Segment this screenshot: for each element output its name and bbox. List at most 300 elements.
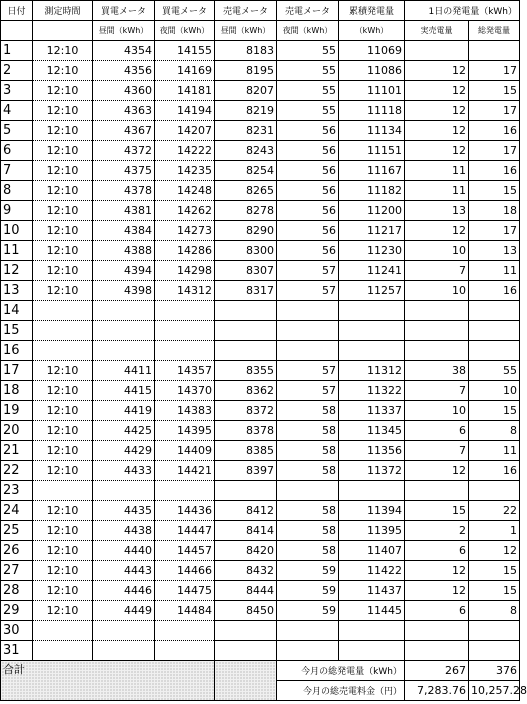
row-sell-night: 57 bbox=[277, 381, 339, 401]
row-day: 12 bbox=[1, 261, 33, 281]
row-buy-night: 14298 bbox=[155, 261, 215, 281]
row-sold: 7 bbox=[405, 441, 469, 461]
row-sell-day: 8397 bbox=[215, 461, 277, 481]
row-sold: 12 bbox=[405, 141, 469, 161]
row-sell-night: 59 bbox=[277, 561, 339, 581]
monthly-generation-sold: 267 bbox=[405, 661, 469, 681]
row-sold bbox=[405, 641, 469, 661]
row-sell-night: 59 bbox=[277, 601, 339, 621]
row-buy-day bbox=[93, 641, 155, 661]
header-sold: 実売電量 bbox=[405, 21, 469, 41]
row-sell-night bbox=[277, 341, 339, 361]
row-sell-day bbox=[215, 621, 277, 641]
row-sell-night: 55 bbox=[277, 41, 339, 61]
table-row bbox=[1, 501, 520, 521]
row-sell-day: 8290 bbox=[215, 221, 277, 241]
table-row bbox=[1, 561, 520, 581]
row-sold bbox=[405, 621, 469, 641]
table-row bbox=[1, 301, 520, 321]
row-buy-night: 14421 bbox=[155, 461, 215, 481]
table-row bbox=[1, 541, 520, 561]
row-time bbox=[33, 321, 93, 341]
row-sold: 13 bbox=[405, 201, 469, 221]
row-buy-night: 14370 bbox=[155, 381, 215, 401]
row-sell-night: 59 bbox=[277, 581, 339, 601]
row-time bbox=[33, 641, 93, 661]
row-buy-day: 4367 bbox=[93, 121, 155, 141]
row-buy-night: 14286 bbox=[155, 241, 215, 261]
row-total: 18 bbox=[469, 201, 520, 221]
row-total: 16 bbox=[469, 121, 520, 141]
row-sold bbox=[405, 301, 469, 321]
row-day: 25 bbox=[1, 521, 33, 541]
row-buy-day: 4356 bbox=[93, 61, 155, 81]
row-day: 31 bbox=[1, 641, 33, 661]
row-time: 12:10 bbox=[33, 281, 93, 301]
row-buy-night: 14383 bbox=[155, 401, 215, 421]
row-cumulative: 11069 bbox=[339, 41, 405, 61]
row-sell-night bbox=[277, 641, 339, 661]
row-time: 12:10 bbox=[33, 201, 93, 221]
row-total: 55 bbox=[469, 361, 520, 381]
row-sold bbox=[405, 481, 469, 501]
row-buy-night: 14447 bbox=[155, 521, 215, 541]
row-time: 12:10 bbox=[33, 121, 93, 141]
row-sell-day: 8355 bbox=[215, 361, 277, 381]
row-day: 6 bbox=[1, 141, 33, 161]
row-day: 23 bbox=[1, 481, 33, 501]
row-cumulative: 11437 bbox=[339, 581, 405, 601]
row-sold: 15 bbox=[405, 501, 469, 521]
table-row bbox=[1, 41, 520, 61]
row-day: 28 bbox=[1, 581, 33, 601]
row-sell-night: 56 bbox=[277, 121, 339, 141]
row-sold: 6 bbox=[405, 421, 469, 441]
row-buy-day bbox=[93, 341, 155, 361]
row-sell-night bbox=[277, 321, 339, 341]
row-buy-night: 14357 bbox=[155, 361, 215, 381]
row-total bbox=[469, 481, 520, 501]
row-sell-day bbox=[215, 341, 277, 361]
row-sold: 12 bbox=[405, 121, 469, 141]
row-time bbox=[33, 301, 93, 321]
row-cumulative: 11407 bbox=[339, 541, 405, 561]
header-cumulative: 累積発電量 bbox=[339, 1, 405, 21]
row-sell-night: 58 bbox=[277, 541, 339, 561]
row-time: 12:10 bbox=[33, 581, 93, 601]
row-buy-night: 14155 bbox=[155, 41, 215, 61]
row-buy-day: 4354 bbox=[93, 41, 155, 61]
row-sell-day: 8362 bbox=[215, 381, 277, 401]
table-row bbox=[1, 641, 520, 661]
row-sold: 12 bbox=[405, 461, 469, 481]
row-cumulative: 11312 bbox=[339, 361, 405, 381]
row-cumulative: 11118 bbox=[339, 101, 405, 121]
row-time: 12:10 bbox=[33, 221, 93, 241]
row-sold bbox=[405, 341, 469, 361]
row-total bbox=[469, 321, 520, 341]
row-total: 15 bbox=[469, 81, 520, 101]
row-sell-night: 58 bbox=[277, 521, 339, 541]
header-row-1 bbox=[1, 1, 520, 21]
row-day: 18 bbox=[1, 381, 33, 401]
row-total: 15 bbox=[469, 561, 520, 581]
row-sold: 10 bbox=[405, 401, 469, 421]
row-buy-day: 4438 bbox=[93, 521, 155, 541]
row-time: 12:10 bbox=[33, 541, 93, 561]
row-time: 12:10 bbox=[33, 141, 93, 161]
row-cumulative: 11395 bbox=[339, 521, 405, 541]
row-sold: 10 bbox=[405, 281, 469, 301]
row-buy-day: 4440 bbox=[93, 541, 155, 561]
table-row bbox=[1, 481, 520, 501]
row-sell-day: 8219 bbox=[215, 101, 277, 121]
row-buy-day: 4363 bbox=[93, 101, 155, 121]
row-buy-day: 4378 bbox=[93, 181, 155, 201]
row-day: 3 bbox=[1, 81, 33, 101]
row-sell-night: 55 bbox=[277, 101, 339, 121]
row-time: 12:10 bbox=[33, 601, 93, 621]
header-unit-buy-day: 昼間（kWh） bbox=[93, 21, 155, 41]
row-sold: 7 bbox=[405, 261, 469, 281]
row-time: 12:10 bbox=[33, 261, 93, 281]
row-day: 19 bbox=[1, 401, 33, 421]
row-sell-night: 56 bbox=[277, 141, 339, 161]
row-day: 4 bbox=[1, 101, 33, 121]
row-buy-day bbox=[93, 321, 155, 341]
row-sell-day bbox=[215, 321, 277, 341]
row-sell-day: 8420 bbox=[215, 541, 277, 561]
header-unit-cumulative: （kWh） bbox=[339, 21, 405, 41]
table-row bbox=[1, 281, 520, 301]
header-daily-generation: 1日の発電量（kWh） bbox=[405, 1, 520, 21]
row-buy-night: 14466 bbox=[155, 561, 215, 581]
row-total bbox=[469, 41, 520, 61]
row-sold bbox=[405, 41, 469, 61]
row-sell-day: 8195 bbox=[215, 61, 277, 81]
row-total: 17 bbox=[469, 61, 520, 81]
row-total: 16 bbox=[469, 461, 520, 481]
table-row bbox=[1, 201, 520, 221]
table-row bbox=[1, 401, 520, 421]
row-buy-night: 14457 bbox=[155, 541, 215, 561]
row-sell-night: 56 bbox=[277, 201, 339, 221]
row-sold: 12 bbox=[405, 561, 469, 581]
row-buy-day bbox=[93, 621, 155, 641]
table-row bbox=[1, 621, 520, 641]
row-cumulative: 11217 bbox=[339, 221, 405, 241]
row-time: 12:10 bbox=[33, 361, 93, 381]
row-buy-night bbox=[155, 641, 215, 661]
row-sell-day: 8412 bbox=[215, 501, 277, 521]
row-sold: 11 bbox=[405, 181, 469, 201]
row-day: 17 bbox=[1, 361, 33, 381]
row-time: 12:10 bbox=[33, 181, 93, 201]
row-day: 1 bbox=[1, 41, 33, 61]
table-row bbox=[1, 421, 520, 441]
row-cumulative bbox=[339, 641, 405, 661]
row-buy-day: 4398 bbox=[93, 281, 155, 301]
row-time: 12:10 bbox=[33, 561, 93, 581]
row-sell-night bbox=[277, 621, 339, 641]
row-sell-day: 8378 bbox=[215, 421, 277, 441]
row-cumulative: 11322 bbox=[339, 381, 405, 401]
row-buy-night bbox=[155, 621, 215, 641]
row-day: 9 bbox=[1, 201, 33, 221]
row-sell-day: 8432 bbox=[215, 561, 277, 581]
row-cumulative: 11230 bbox=[339, 241, 405, 261]
row-buy-day: 4388 bbox=[93, 241, 155, 261]
row-sold: 12 bbox=[405, 101, 469, 121]
row-day: 14 bbox=[1, 301, 33, 321]
row-time: 12:10 bbox=[33, 461, 93, 481]
row-total: 17 bbox=[469, 221, 520, 241]
row-time: 12:10 bbox=[33, 501, 93, 521]
row-day: 29 bbox=[1, 601, 33, 621]
row-sold: 12 bbox=[405, 581, 469, 601]
row-buy-night: 14409 bbox=[155, 441, 215, 461]
row-total: 12 bbox=[469, 541, 520, 561]
table-row bbox=[1, 321, 520, 341]
header-sell-meter-night: 売電メータ bbox=[277, 1, 339, 21]
header-total: 総発電量 bbox=[469, 21, 520, 41]
row-total: 1 bbox=[469, 521, 520, 541]
row-buy-day: 4415 bbox=[93, 381, 155, 401]
row-time: 12:10 bbox=[33, 241, 93, 261]
row-cumulative: 11101 bbox=[339, 81, 405, 101]
row-day: 22 bbox=[1, 461, 33, 481]
row-day: 13 bbox=[1, 281, 33, 301]
row-buy-night: 14169 bbox=[155, 61, 215, 81]
row-buy-day: 4435 bbox=[93, 501, 155, 521]
header-buy-meter-day: 買電メータ bbox=[93, 1, 155, 21]
row-cumulative bbox=[339, 341, 405, 361]
row-sell-day: 8300 bbox=[215, 241, 277, 261]
table-row bbox=[1, 521, 520, 541]
row-cumulative: 11345 bbox=[339, 421, 405, 441]
header-blank bbox=[1, 21, 33, 41]
row-buy-night: 14235 bbox=[155, 161, 215, 181]
header-unit-sell-night: 夜間（kWh） bbox=[277, 21, 339, 41]
row-cumulative bbox=[339, 621, 405, 641]
row-sell-night: 55 bbox=[277, 81, 339, 101]
row-sell-day: 8385 bbox=[215, 441, 277, 461]
row-cumulative: 11134 bbox=[339, 121, 405, 141]
row-buy-day: 4433 bbox=[93, 461, 155, 481]
row-sell-night: 58 bbox=[277, 401, 339, 421]
row-buy-night: 14248 bbox=[155, 181, 215, 201]
row-sell-night: 56 bbox=[277, 181, 339, 201]
row-cumulative: 11200 bbox=[339, 201, 405, 221]
row-day: 20 bbox=[1, 421, 33, 441]
table-row bbox=[1, 441, 520, 461]
row-total bbox=[469, 641, 520, 661]
row-cumulative bbox=[339, 301, 405, 321]
monthly-generation-label: 今月の総発電量（kWh） bbox=[277, 661, 405, 681]
row-buy-night: 14436 bbox=[155, 501, 215, 521]
row-cumulative: 11086 bbox=[339, 61, 405, 81]
row-sell-day: 8207 bbox=[215, 81, 277, 101]
row-cumulative: 11151 bbox=[339, 141, 405, 161]
totals-label: 合計 bbox=[1, 661, 215, 701]
row-cumulative: 11356 bbox=[339, 441, 405, 461]
row-sold: 38 bbox=[405, 361, 469, 381]
row-buy-night bbox=[155, 341, 215, 361]
row-time bbox=[33, 341, 93, 361]
row-day: 10 bbox=[1, 221, 33, 241]
row-total: 16 bbox=[469, 281, 520, 301]
table-row bbox=[1, 61, 520, 81]
row-time: 12:10 bbox=[33, 41, 93, 61]
row-total: 8 bbox=[469, 601, 520, 621]
row-cumulative: 11167 bbox=[339, 161, 405, 181]
row-sell-day: 8183 bbox=[215, 41, 277, 61]
row-sell-day bbox=[215, 481, 277, 501]
row-sell-day: 8414 bbox=[215, 521, 277, 541]
row-day: 24 bbox=[1, 501, 33, 521]
row-sell-day: 8450 bbox=[215, 601, 277, 621]
row-buy-night: 14262 bbox=[155, 201, 215, 221]
header-blank bbox=[33, 21, 93, 41]
row-sold: 10 bbox=[405, 241, 469, 261]
table-row bbox=[1, 121, 520, 141]
row-sell-day: 8307 bbox=[215, 261, 277, 281]
table-row bbox=[1, 341, 520, 361]
row-buy-day: 4372 bbox=[93, 141, 155, 161]
row-sell-night: 57 bbox=[277, 281, 339, 301]
row-day: 27 bbox=[1, 561, 33, 581]
monthly-fee-sold: 7,283.76 bbox=[405, 681, 469, 701]
row-day: 15 bbox=[1, 321, 33, 341]
row-day: 7 bbox=[1, 161, 33, 181]
row-sell-night: 58 bbox=[277, 421, 339, 441]
row-day: 21 bbox=[1, 441, 33, 461]
row-total: 8 bbox=[469, 421, 520, 441]
row-sell-day bbox=[215, 641, 277, 661]
row-buy-night: 14395 bbox=[155, 421, 215, 441]
row-day: 2 bbox=[1, 61, 33, 81]
row-buy-night: 14222 bbox=[155, 141, 215, 161]
row-sell-night: 58 bbox=[277, 441, 339, 461]
row-sell-night: 58 bbox=[277, 501, 339, 521]
row-total: 15 bbox=[469, 401, 520, 421]
header-unit-buy-night: 夜間（kWh） bbox=[155, 21, 215, 41]
row-sell-day: 8278 bbox=[215, 201, 277, 221]
row-total: 17 bbox=[469, 101, 520, 121]
row-time: 12:10 bbox=[33, 441, 93, 461]
row-sell-night: 57 bbox=[277, 261, 339, 281]
row-time: 12:10 bbox=[33, 401, 93, 421]
row-time bbox=[33, 481, 93, 501]
row-sold: 12 bbox=[405, 61, 469, 81]
monthly-generation-total: 376 bbox=[469, 661, 520, 681]
row-total: 11 bbox=[469, 261, 520, 281]
row-time: 12:10 bbox=[33, 161, 93, 181]
row-sold: 11 bbox=[405, 161, 469, 181]
row-sell-night: 58 bbox=[277, 461, 339, 481]
table-row bbox=[1, 161, 520, 181]
row-buy-day: 4419 bbox=[93, 401, 155, 421]
row-day: 11 bbox=[1, 241, 33, 261]
row-buy-day: 4446 bbox=[93, 581, 155, 601]
row-sold: 12 bbox=[405, 81, 469, 101]
row-sell-day: 8254 bbox=[215, 161, 277, 181]
row-total bbox=[469, 621, 520, 641]
row-sell-night bbox=[277, 301, 339, 321]
row-time: 12:10 bbox=[33, 381, 93, 401]
row-sell-night: 56 bbox=[277, 241, 339, 261]
table-row bbox=[1, 381, 520, 401]
header-sell-meter-day: 売電メータ bbox=[215, 1, 277, 21]
row-sell-day bbox=[215, 301, 277, 321]
row-cumulative: 11257 bbox=[339, 281, 405, 301]
row-cumulative bbox=[339, 321, 405, 341]
row-sell-night bbox=[277, 481, 339, 501]
table-row bbox=[1, 221, 520, 241]
row-total bbox=[469, 341, 520, 361]
row-sell-day: 8243 bbox=[215, 141, 277, 161]
row-total: 17 bbox=[469, 141, 520, 161]
monthly-fee-label: 今月の総売電料金（円） bbox=[277, 681, 405, 701]
row-sell-night: 55 bbox=[277, 61, 339, 81]
row-buy-night: 14312 bbox=[155, 281, 215, 301]
totals-row bbox=[1, 661, 520, 681]
row-buy-night: 14194 bbox=[155, 101, 215, 121]
table-row bbox=[1, 141, 520, 161]
table-row bbox=[1, 261, 520, 281]
row-sold: 2 bbox=[405, 521, 469, 541]
row-sell-night: 56 bbox=[277, 161, 339, 181]
row-buy-day bbox=[93, 481, 155, 501]
row-total: 15 bbox=[469, 581, 520, 601]
row-sell-day: 8372 bbox=[215, 401, 277, 421]
row-total bbox=[469, 301, 520, 321]
row-time: 12:10 bbox=[33, 101, 93, 121]
row-day: 16 bbox=[1, 341, 33, 361]
row-time: 12:10 bbox=[33, 81, 93, 101]
row-time: 12:10 bbox=[33, 521, 93, 541]
table-row bbox=[1, 601, 520, 621]
row-time: 12:10 bbox=[33, 421, 93, 441]
row-total: 10 bbox=[469, 381, 520, 401]
row-time bbox=[33, 621, 93, 641]
row-buy-night: 14181 bbox=[155, 81, 215, 101]
row-sell-night: 57 bbox=[277, 361, 339, 381]
row-total: 15 bbox=[469, 181, 520, 201]
row-sell-day: 8444 bbox=[215, 581, 277, 601]
table-row bbox=[1, 101, 520, 121]
row-buy-day: 4449 bbox=[93, 601, 155, 621]
row-total: 16 bbox=[469, 161, 520, 181]
row-sold: 7 bbox=[405, 381, 469, 401]
row-buy-day: 4443 bbox=[93, 561, 155, 581]
row-cumulative: 11182 bbox=[339, 181, 405, 201]
table-row bbox=[1, 581, 520, 601]
monthly-fee-total: 10,257.28 bbox=[469, 681, 520, 701]
row-buy-night: 14475 bbox=[155, 581, 215, 601]
row-buy-day: 4425 bbox=[93, 421, 155, 441]
row-sold: 6 bbox=[405, 601, 469, 621]
row-buy-night bbox=[155, 321, 215, 341]
row-buy-day: 4381 bbox=[93, 201, 155, 221]
row-buy-day: 4394 bbox=[93, 261, 155, 281]
header-row-2 bbox=[1, 21, 520, 41]
row-sold: 6 bbox=[405, 541, 469, 561]
header-buy-meter-night: 買電メータ bbox=[155, 1, 215, 21]
header-unit-sell-day: 昼間（kWh） bbox=[215, 21, 277, 41]
row-total: 13 bbox=[469, 241, 520, 261]
row-sold bbox=[405, 321, 469, 341]
